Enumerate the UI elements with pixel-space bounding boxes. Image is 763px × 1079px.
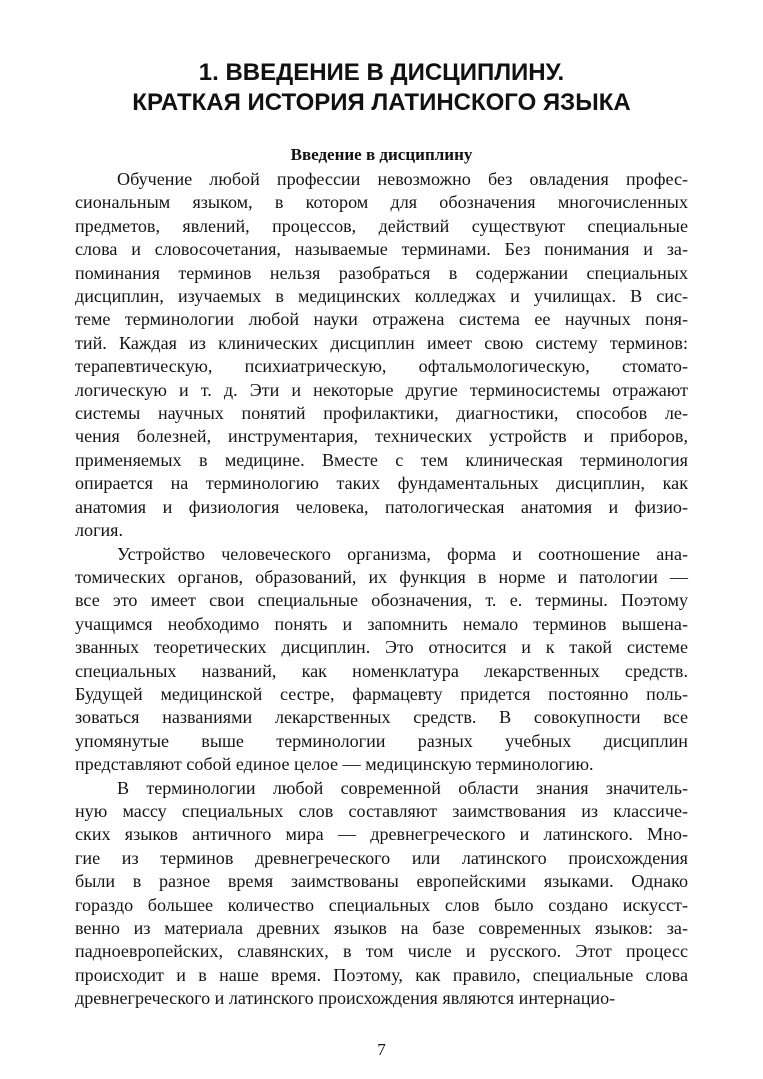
text-line: тий. Каждая из клинических дисциплин имеет свою систему терминов: [75, 332, 688, 353]
text-line: происходит и в наше время. Поэтому, как правило, специальные слова [75, 964, 688, 985]
text-line: Будущей медицинской сестре, фармацевту придется постоянно поль- [75, 683, 688, 704]
text-line: венно из материала древних языков на базе современных языков: за- [75, 918, 688, 938]
text-line: все это имеет свои специальные обозначения, т. е. термины. Поэтому [75, 590, 688, 611]
text-line: чения болезней, инструментария, технических устройств и приборов, [75, 426, 688, 447]
section-heading: Введение в дисциплину [290, 145, 473, 164]
text-line: званных теоретических дисциплин. Это относится и к такой системе [75, 637, 688, 658]
text-line: ских языков античного мира — древнегреческого и латинского. Мно- [75, 824, 688, 845]
text-line: гие из терминов древнегреческого или латинского происхождения [75, 847, 688, 868]
text-line: Устройство человеческого организма, форма и соотношение ана- [117, 543, 688, 564]
text-line: падноевропейских, славянских, в том числе и русского. Этот процесс [75, 941, 688, 962]
text-line: специальных названий, как номенклатура лекарственных средств. [75, 660, 688, 681]
paragraph [75, 777, 688, 1011]
text-line: логия. [75, 520, 124, 541]
body-text [75, 168, 688, 1011]
text-line: сиональным языком, в котором для обозначения многочисленных [75, 192, 688, 213]
text-line: теме терминологии любой науки отражена система ее научных поня- [75, 309, 688, 330]
text-line: логическую и т. д. Эти и некоторые другие терминосистемы отражают [75, 379, 688, 400]
paragraph [75, 543, 688, 777]
text-line: предметов, явлений, процессов, действий существуют специальные [75, 215, 688, 236]
text-line: представляют собой единое целое — медицинскую терминологию. [75, 754, 594, 775]
chapter-title-line-1: 1. ВВЕДЕНИЕ В ДИСЦИПЛИНУ. [198, 59, 565, 86]
text-line: были в разное время заимствованы европейскими языками. Однако [75, 871, 688, 892]
text-line: терапевтическую, психиатрическую, офтальмологическую, стомато- [75, 356, 688, 377]
text-line: анатомия и физиология человека, патологическая анатомия и физио- [75, 496, 688, 517]
text-line: слова и словосочетания, называемые терминами. Без понимания и за- [75, 239, 688, 260]
text-line: гораздо большее количество специальных слов было создано искусст- [75, 894, 688, 915]
text-line: ную массу специальных слов составляют заимствования из классиче- [75, 800, 688, 821]
text-line: применяемых в медицине. Вместе с тем клиническая терминология [75, 449, 688, 470]
paragraph [75, 168, 688, 543]
text-line: томических органов, образований, их функция в норме и патологии — [75, 566, 688, 587]
text-line: опирается на терминологию таких фундаментальных дисциплин, как [75, 473, 688, 494]
text-line: дисциплин, изучаемых в медицинских колледжах и училищах. В сис- [75, 286, 688, 307]
chapter-title [60, 58, 703, 118]
text-line: системы научных понятий профилактики, диагностики, способов ле- [75, 403, 688, 424]
page-number: 7 [377, 1040, 386, 1059]
text-line: древнегреческого и латинского происхождения являются интернацио- [75, 988, 616, 1009]
text-line: упомянутые выше терминологии разных учебных дисциплин [75, 730, 688, 751]
chapter-title-line-2: КРАТКАЯ ИСТОРИЯ ЛАТИНСКОГО ЯЗЫКА [132, 89, 631, 116]
text-line: зоваться названиями лекарственных средств. В совокупности все [75, 707, 688, 728]
text-line: поминания терминов нельзя разобраться в содержании специальных [75, 262, 688, 283]
text-line: Обучение любой профессии невозможно без овладения профес- [117, 169, 688, 189]
text-line: В терминологии любой современной области знания значитель- [117, 777, 688, 798]
text-line: учащимся необходимо понять и запомнить немало терминов вышена- [75, 613, 688, 634]
